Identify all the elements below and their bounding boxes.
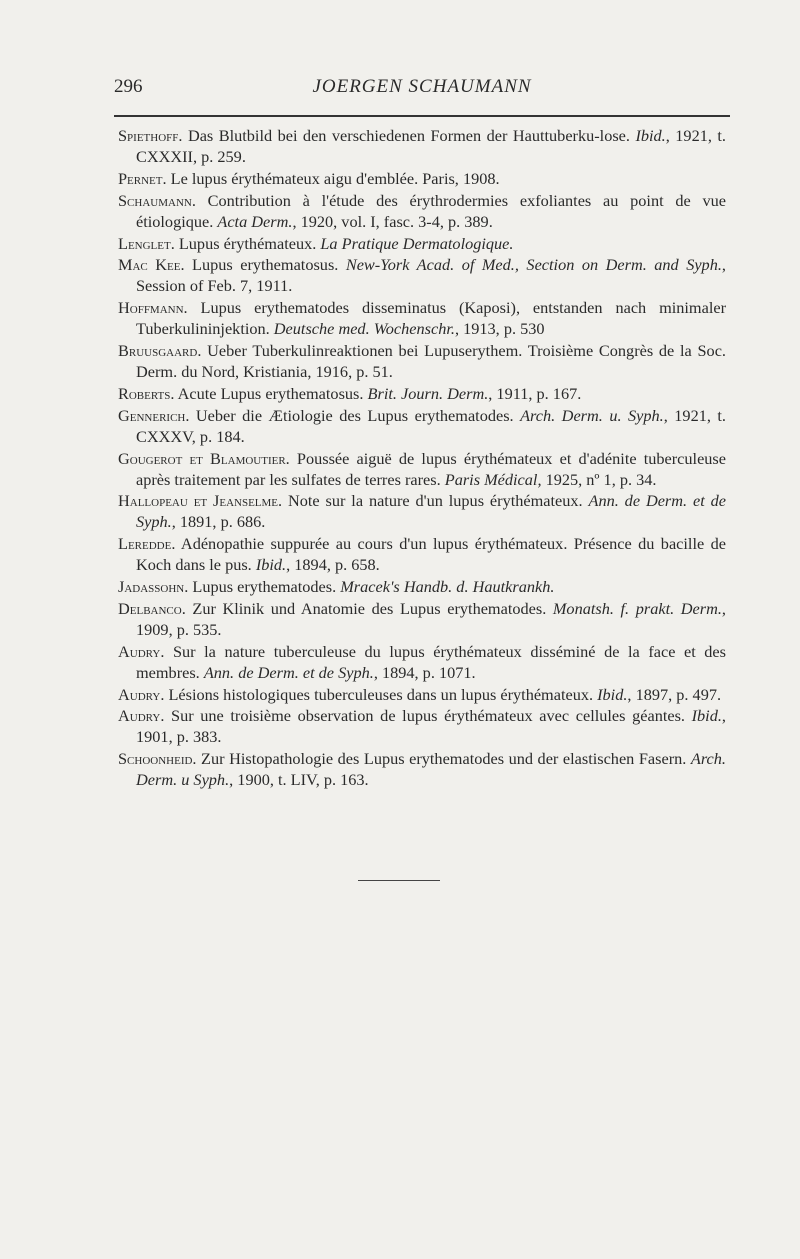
entry-author: Mac Kee. [118,255,185,275]
entry-title: Note sur la nature d'un lupus érythémateux. [282,491,589,511]
bibliography-entry [118,298,726,340]
entry-details: , 1891, p. 686. [171,512,266,532]
bibliography-entry [118,191,726,233]
entry-title: Le lupus érythémateux aigu d'emblée. Paris, 1908. [166,168,500,188]
entry-details: , 1894, p. 1071. [373,662,476,682]
entry-source: Ann. de Derm. et de Syph. [203,662,374,682]
bibliography-entry [118,642,726,684]
entry-author: Jadassohn. [118,577,189,597]
entry-source: Ibid. [597,684,628,704]
entry-author: Audry. [118,684,165,704]
entry-details: , 1901, p. 383. [136,706,726,747]
entry-title: Adénopathie suppurée au cours d'un lupus érythémateux. Présence du bacille de Koch dans le pus. [136,534,726,575]
entry-title: Das Blutbild bei den verschiedenen Formen der Hauttuberku-lose. [182,126,636,145]
entry-source: Ibid. [635,126,666,145]
bibliography-entry [118,749,726,791]
entry-details: , 1897, p. 497. [627,684,722,704]
entry-source: Ann. de Derm. et de Syph. [136,491,726,532]
entry-title: Zur Histopathologie des Lupus erythematodes und der elastischen Fasern. [196,749,691,769]
running-title: JOERGEN SCHAUMANN [312,76,532,97]
entry-source: Ibid. [691,706,722,726]
entry-details: , 1920, vol. I, fasc. 3-4, p. 389. [292,211,493,231]
bibliography-entry [118,534,726,576]
entry-title: Sur une troisième observation de lupus érythémateux avec cellules géantes. [164,706,692,726]
bibliography-entry [118,685,726,706]
entry-author: Spiethoff. [118,126,183,145]
entry-author: Audry. [118,641,165,661]
entry-source: Paris Médical, [444,469,542,489]
entry-details: , 1911, p. 167. [488,383,582,403]
entry-source: Monatsh. f. prakt. Derm. [552,598,722,618]
entry-author: Audry. [118,706,165,726]
bibliography-entry [118,341,726,383]
bibliography-entry [118,491,726,533]
entry-author: Schaumann. [118,190,196,210]
entry-source: Acta Derm. [217,211,293,231]
entry-author: Delbanco. [118,598,186,618]
entry-details: , 1909, p. 535. [136,598,726,639]
bibliography-entry [118,169,726,190]
page-number: 296 [114,76,143,97]
bibliography-entry [118,577,726,598]
entry-author: Hoffmann. [118,298,188,318]
entry-source: New-York Acad. of Med., Section on Derm. and Syph. [345,255,722,275]
bibliography-entry [118,234,726,255]
bibliography-entry [118,126,726,168]
entry-details: , 1921, t. CXXXII, p. 259. [136,126,726,166]
entry-title: Ueber die Ætiologie des Lupus erythematodes. [189,405,521,425]
entry-source: Deutsche med. Wochenschr. [273,319,455,339]
entry-author: Schoonheid. [118,749,197,769]
entry-source: Mracek's Handb. d. Hautkrankh. [340,577,555,597]
entry-title: Ueber Tuberkulinreaktionen bei Lupuserythem. Troisième Congrès de la Soc. Derm. du Nord, Kristiania, 1916, p. 51. [136,341,726,381]
entry-author: Leredde. [118,534,176,554]
bibliography-list [118,126,726,792]
entry-author: Gougerot et Blamoutier. [118,448,290,468]
header-rule [114,115,730,117]
entry-source: Arch. Derm. u. Syph. [520,405,664,425]
entry-author: Lenglet. [118,233,175,253]
entry-details: , Session of Feb. 7, 1911. [136,255,726,296]
entry-details: , 1894, p. 658. [286,555,380,575]
entry-details: , 1900, t. LIV, p. 163. [229,770,369,790]
bibliography-entry [118,449,726,491]
bibliography-entry [118,406,726,448]
bibliography-entry [118,255,726,297]
bibliography-entry [118,706,726,748]
entry-source: Arch. Derm. u Syph. [136,749,726,790]
bibliography-entry [118,384,726,405]
entry-source: Brit. Journ. Derm. [367,383,489,403]
entry-author: Hallopeau et Jeanselme. [118,491,283,511]
entry-author: Roberts. [118,383,175,403]
entry-title: Lupus erythematosus. [184,255,346,275]
entry-title: Acute Lupus erythematosus. [174,383,368,403]
entry-title: Lupus erythematodes. [188,577,341,597]
entry-author: Bruusgaard. [118,341,202,361]
entry-title: Zur Klinik und Anatomie des Lupus erythematodes. [185,598,553,618]
entry-source: Ibid. [255,555,287,575]
entry-details: 1925, nº 1, p. 34. [541,469,657,489]
entry-author: Pernet. [118,168,167,188]
entry-title: Lésions histologiques tuberculeuses dans un lupus érythémateux. [164,684,598,704]
bibliography-entry [118,599,726,641]
entry-title: Lupus erythematodes disseminatus (Kaposi), entstanden nach minimaler Tuberkulininjektion. [136,298,726,339]
entry-title: Poussée aiguë de lupus érythémateux et d'adénite tuberculeuse après traitement par les sulfates de terres rares. [136,448,726,489]
entry-source: La Pratique Dermatologique. [320,233,514,253]
entry-author: Gennerich. [118,405,190,425]
entry-details: , 1913, p. 530 [454,319,545,339]
end-rule [358,880,440,881]
entry-details: , 1921, t. CXXXV, p. 184. [136,405,726,446]
entry-title: Contribution à l'étude des érythrodermies exfoliantes au point de vue étiologique. [136,190,726,231]
page-header [114,76,730,106]
entry-title: Lupus érythémateux. [174,233,321,253]
entry-title: Sur la nature tuberculeuse du lupus érythémateux disséminé de la face et des membres. [136,641,726,682]
